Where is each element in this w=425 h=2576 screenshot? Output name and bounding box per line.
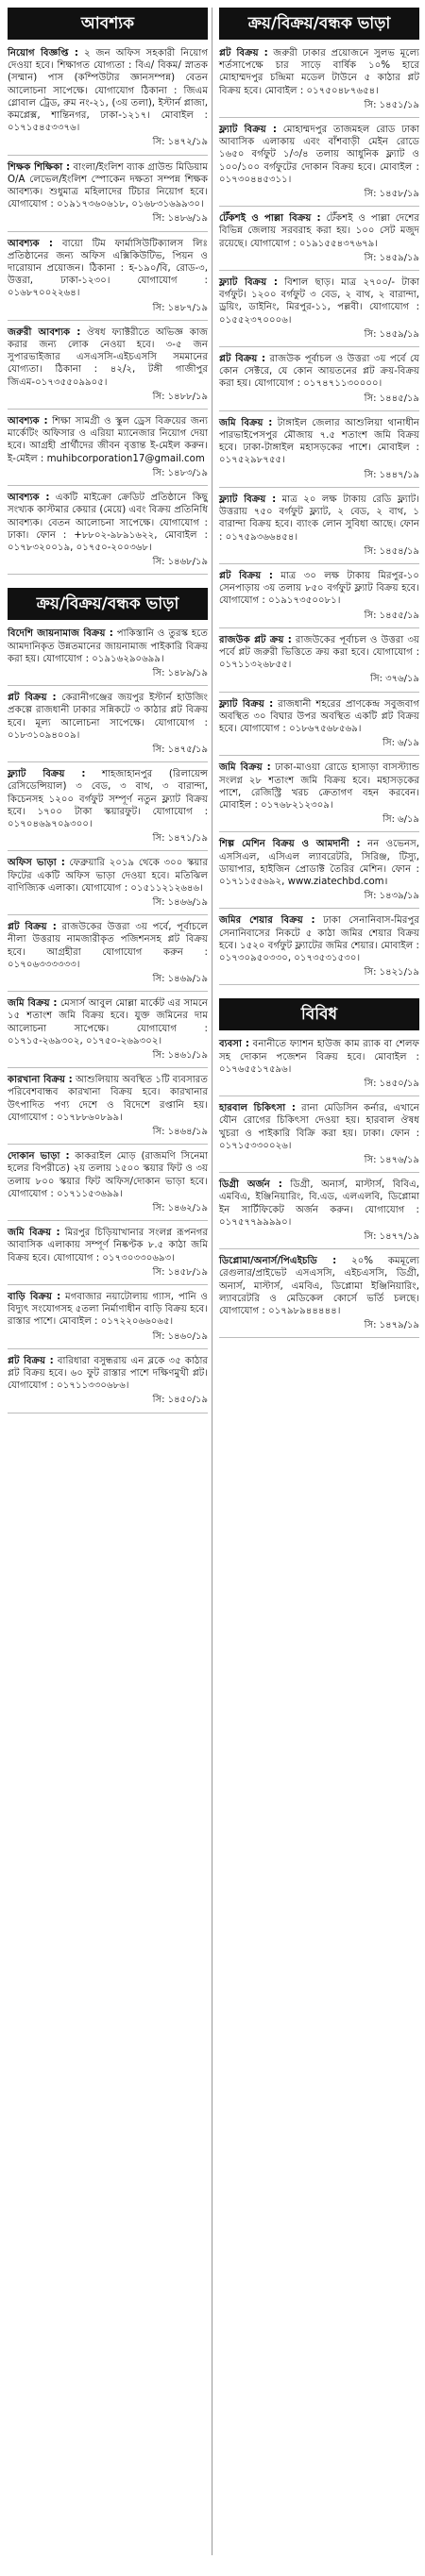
ad-lead: ফ্ল্যাট বিক্রয় : [219,125,277,136]
ad-body: মাত্র ৩০ লক্ষ টাকায় মিরপুর-১০ সেনপাড়ায় ৩য় তলায় ৮৫০ বর্গফুট ফ্ল্যাট বিক্রয় হবে। যোগাযোগ : ০১৯১৭৩৫০০৮১। [219,570,419,607]
ad-code: সি: ১৪৬৪/১৯ [152,1127,208,1138]
section-header-wanted: আবশ্যক [8,8,208,40]
ad-body: কাকরাইল মোড় (রাজমণি সিনেমা হলের বিপরীতে) ২য় তলায় ১৫০০ স্কয়ার ফিট ও ৩য় তলায় ৮০০ স্কয়ার ফিট অফিস/দোকান ভাড়া হবে। যোগাযোগ : ০১৭১১৫৩৬৯৯। [8,1151,209,1199]
classified-ad [219,210,419,271]
ad-body: কেরানীগঞ্জের জয়পুর ইস্টার্ন হাউজিং প্রকল্পে রাজধানী ঢাকার সন্নিকটে ৩ কাঠার প্লট বিক্রয় হবে। মূল্য আলোচনা সাপেক্ষে। যোগাযোগ : ০১৮৩১০৯৪০০৯। [8,693,209,741]
ad-code: সি: ১৪৬৯/১৯ [152,973,208,984]
ad-lead: অফিস ভাড়া : [8,858,65,869]
ad-code: সি: ১৪৭১/১৯ [152,833,208,845]
ad-code: সি: ১৪২১/১৯ [364,967,419,979]
ad-body: মেসার্স আবুল মোল্লা মার্কেট এর সামনে ১৫ শতাংশ জমি বিক্রয় হবে। যুক্ত জমিনের দাম আলোচনা সাপেক্ষে। যোগাযোগ : ০১৭১৫-২৬৯৩০২, ০১৭৫০-২৬৯৩০২। [8,998,208,1046]
ad-lead: প্লট বিক্রয় : [8,1355,54,1366]
ad-body: ঔষধ ফ্যাক্টরীতে অভিজ্ঞ কাজ করার জন্য লোক নেওয়া হবে। ৩-৫ জন সুপারভাইজার এসএসসি-এইচএসসি সমমানের যোগ্যতা। ঠিকানা : ৪২/২, টঙ্গী গাজীপুর জিএম-০১৭৩৫৫০৯৯০৫। [8,326,208,388]
ad-code: সি: ১৪৮৮/১৯ [152,391,208,402]
classified-ad [219,122,419,207]
ad-lead: ফ্ল্যাট বিক্রয় : [219,277,278,289]
ad-lead: রাজউক প্লট ক্রয় : [219,634,292,645]
ad-body: রানা মেডিসিন কর্নার, এখানে যৌন রোগের চিকিৎসা দেওয়া হয়। হারবাল ঔষধ খুচরা ও পাইকারি বিক্রি করা হয়। ঢাকা। ফোন : ০১৭১৫৩৩০০২৬। [219,1103,419,1151]
classified-ad [219,1177,419,1249]
ad-body: বায়ো টিম ফার্মাসিউটিক্যালস লিঃ প্রতিষ্ঠানের জন্য অফিস এক্সিকিউটিভ, পিয়ন ও দারোয়ান প্রয়োজন। ঠিকানা : হ-১৯০/বি, রোড-৩, উত্তরা, ঢাকা-১২৩০। যোগাযোগ : ০১৬৮৭০০২২৬৪। [8,238,208,299]
classified-ad [8,626,208,686]
ad-body: ঢাকা-মাওয়া রোডে হাসাড়া বাসস্ট্যান্ড সংলগ্ন ২৮ শতাংশ জমি বিক্রয় হবে। মহাসড়কের পাশে, রেজিস্ট্রি খরচ ক্রেতাগণ বহন করবেন। মোবাইল : ০১৭৬৮২১২৩০৯। [219,762,419,811]
ad-body: রাজউকের উত্তরা ৩য় পর্বে, পূর্বাচলে নীলা উত্তরায় নামজারীকৃত পজিশনসহ প্লট বিক্রয় হবে। আগ্রহীরা যোগাযোগ করুন : ০১৭০৬৩৩৩৩৩৩। [8,922,208,970]
classified-ad [8,855,208,915]
ad-code: সি: ১৪৫৫/১৯ [364,610,419,621]
ad-lead: আবশ্যক : [8,416,48,427]
classified-ad [8,159,208,232]
ad-code: সি: ১৪৮৭/১৯ [152,302,208,313]
classified-ad [8,325,208,410]
ad-body: নন ওভেনস, এসসিএল, এসিএল ল্যাবরেটরি, সিরিঞ্জ, টিস্যু, ডায়াপার, হাইজিন প্রোডাক্ট তৈরির মেশিন। ফোন : ০১৭১১৫৫৬৯২, www.ziatechbd.com। [219,839,420,887]
section-header-buy-sell-right: ক্রয়/বিক্রয়/বন্ধক ভাড়া [219,8,419,40]
classified-ad [219,760,419,832]
ad-body: বাংলা/ইংলিশ ব্যাক গ্রাউন্ড মিডিয়াম O/A লেভেল/ইংলিশ স্পোকেন দক্ষতা সম্পন্ন শিক্ষক আবশ্যক। শুধুমাত্র মহিলাদের টিচার নিয়োগ হবে। যোগাযোগ : ০১৯১৭৩৬০৬১৮, ০১৬৮৩১৬৯৯৩০। [8,161,208,210]
ad-body: একটি মাইক্রো ক্রেডিট প্রতিষ্ঠানে কিছু সংখ্যক কাস্টমার কেয়ার (মেয়ে) এবং বিক্রয় প্রতিনিধি আবশ্যক। বেতন আলোচনা সাপেক্ষে। যোগাযোগ : ঢাকা। ফোন : +৮৮০২-৯৮৯১৬২২, মোবাইল : ০১৭৮৩২০০১৯, ০১৭৫০-২০০৩৬৮। [8,493,208,553]
ad-lead: ডিগ্রী অর্জন : [219,1179,282,1191]
ad-code: সি: ৩৭৬/১৯ [370,674,419,685]
classified-ad [8,1072,208,1145]
classified-ad [8,919,208,992]
ad-body: ২ জন অফিস সহকারী নিয়োগ দেওয়া হবে। শিক্ষাগত যোগ্যতা : বিএ/ বিকম/ স্নাতক (সম্মান) পাস (কম্পিউটার জ্ঞানসম্পন্ন) বেতন আলোচনা সাপেক্ষে। যোগাযোগ ঠিকানা : জিএম গ্লোবাল ট্রেড, রুম নং-২১, (৩য় তলা), ইস্টার্ন প্লাজা, কমপ্লেক্স, শান্তিনগর, ঢাকা-১২১৭। মোবাইল : ০১৭১৫৪৫৩৩৭৬। [8,48,208,134]
classified-ad [219,492,419,564]
misc-ads-list [219,1036,419,1338]
classified-ad [8,413,208,486]
classified-ad [219,632,419,693]
ad-lead: জমি বিক্রয় : [8,1228,60,1239]
ad-body: বারিধারা বসুন্ধরায় এন ব্লকে ৩৫ কাঠার প্লট বিক্রয় হবে। ৬০ ফুট রাস্তার পাশে দক্ষিণমুখী প্লট। যোগাযোগ : ০১৭১১৩৩০৬৮৬। [8,1355,209,1392]
ad-body: ডিগ্রী, অনার্স, মাস্টার্স, বিবিএ, এমবিএ, ইঞ্জিনিয়ারিং, বি.এড, এলএলবি, ডিপ্লোমা ইন সার্টিফিকেট অর্জন করুন। যোগাযোগ : ০১৭৫৭৭৯৯৯৯০। [219,1179,419,1228]
ad-code: সি: ১৪৫৮/১৯ [364,189,419,200]
ad-body: শিক্ষা সামগ্রী ও স্কুল ড্রেস বিক্রয়ের জন্য মার্কেটিং অফিসার ও এরিয়া ম্যানেজার নিয়োগ দেয়া হবে। আগ্রহী প্রার্থীদের জীবন বৃত্তান্ত ই-মেইল করুন। ই-মেইল : muhibcorporation17@gmail.com [8,416,208,464]
classified-ad [8,995,208,1068]
ad-body: ২০% কমমূল্যে রেগুলার/প্রাইভেট এসএসসি, এইচএসসি, ডিগ্রী, অনার্স, মাস্টার্স, এমবিএ, ডিপ্লোমা ইঞ্জিনিয়ারিং, ল্যাবরেটরি ও মেডিকেল কোর্সে ভর্তি চলছে। যোগাযোগ : ০১৭৯৮৯৪৪৪৪৪। [219,1256,420,1317]
classified-ad [219,275,419,347]
ad-code: সি: ১৪৫৪/১৯ [364,545,419,557]
classified-ad [8,490,208,575]
ad-code: সি: ১৪৫১/১৯ [364,99,419,110]
ad-code: সি: ১৪৮৩/১৯ [152,467,208,478]
ad-code: সি: ১৪৬৮/১৯ [152,557,208,568]
ad-lead: কারখানা বিক্রয় : [8,1075,73,1086]
ad-body: টাঙ্গাইল জেলার আশুলিয়া থানাধীন পারভাইপেসপুর মৌজায় ৭.৫ শতাংশ জমি বিক্রয় হবে। ঢাকা-টাঙ্গাইল মহাসড়কের পাশে। মোবাইল : ০১৭৫২৯৮৭৫৫। [219,417,419,466]
ad-code: সি: ১৪৭৬/১৯ [364,1155,419,1166]
buy-sell-ads-list [8,626,208,1413]
ad-lead: জরুরী আবশ্যক : [8,326,81,338]
ad-lead: জমি বিক্রয় : [219,417,273,428]
ad-body: ফেব্রুয়ারি ২০১৯ থেকে ৩০০ স্কয়ার ফিটের একটি অফিস ভাড়া দেওয়া হবে। মতিঝিল বাণিজ্যিক এলাকা। যোগাযোগ : ০১৫১১২১২৬৪৬। [8,858,208,894]
ad-body: রাজউকের পূর্বাচল ও উত্তরা ৩য় পর্বে প্লট জরুরী ভিত্তিতে ক্রয় করা হবে। যোগাযোগ : ০১৭১১৩২৬৮৫৫। [219,634,420,671]
ad-code: সি: ১৪৪৭/১৯ [364,469,419,480]
ad-code: সি: ১৪৫০/১৯ [152,1395,208,1406]
ad-code: সি: ১৪৬০/১৯ [152,1330,208,1342]
ad-body: জরুরী ঢাকার প্রয়োজনে সুলভ মূল্যে শর্তসাপেক্ষে চার সাড়ে বার্ষিক ১০% হারে মোহাম্মদপুর চন্দ্রিমা মডেল টাউনে ৫ কাঠার প্লট বিক্রয় হবে। মোবাইল : ০১৭৫০৪৮৭৬৫৪। [219,48,419,96]
ad-lead: আবশ্যক : [8,238,54,249]
ad-lead: নিয়োগ বিজ্ঞপ্তি : [8,48,78,59]
ad-lead: ব্যবসা : [219,1039,250,1050]
ad-code: সি: ১৪৬৬/১৯ [152,896,208,908]
classified-ad [8,690,208,762]
ad-code: সি: ১৪৫০/১৯ [364,1079,419,1089]
left-column [8,8,208,1417]
ad-body: শাহজাহানপুর (রিলায়েন্স রেসিডেন্সিয়াল) ৩ বেড, ৩ বাথ, ৩ বারান্দা, কিচেনসহ ১২০০ বর্গফুট সম্পূর্ণ নতুন ফ্ল্যাট বিক্রয় হবে। ১৭০০ টাকা স্কয়ারফুট। যোগাযোগ : ০১৭০৪৬৯৭০৯৩০০। [8,769,208,829]
ad-body: বিশাল ছাড়। মাত্র ২৭০০/- টাকা বর্গফুট। ১২০০ বর্গফুট ৩ বেড, ২ বাথ, ২ বারান্দা, ড্রয়িং, ডাইনিং, মিরপুর-১১, পল্লবী। যোগাযোগ : ০১৫৫২৩৭০০০৬। [219,277,420,326]
classified-ad [219,1100,419,1173]
ad-code: সি: ১৪৫৯/১৯ [364,252,419,263]
ad-lead: দোকান ভাড়া : [8,1151,70,1163]
ad-code: সি: ৬/১৯ [382,814,419,826]
ad-body: টেঁকশই ও পাল্লা দেশের বিভিন্ন জেলায় সরবরাহ করা হয়। ১০০ সেট মজুদ রয়েছে। যোগাযোগ : ০১৯১৫৫৪৩৭৬৭৯। [219,213,420,249]
ad-body: রাজউক পূর্বাচল ও উত্তরা ৩য় পর্বে যে কোন সেক্টরে, যে কোন আয়তনের প্লট ক্রয়-বিক্রয় করা হয়। যোগাযোগ : ০১৭৪৭১১৩০০০০। [219,354,419,390]
classified-ad [8,1353,208,1413]
ad-body: রাজধানী শহরের প্রাণকেন্দ্র সবুজবাগ অবস্থিত ৩০ বিঘার উপর অবস্থিত একটি প্লট বিক্রয় হবে। যোগাযোগ : ০১৮৬৭৫৬৮৫৬৯। [219,698,420,734]
ad-code: সি: ১৪৬২/১৯ [152,1203,208,1214]
ad-code: সি: ১৪৮৬/১৯ [152,213,208,225]
ad-code: সি: ১৪৫৮/১৯ [152,1266,208,1278]
ad-lead: জমির শেয়ার বিক্রয় : [219,915,315,927]
ad-lead: ফ্ল্যাট বিক্রয় : [219,698,274,710]
ad-lead: বিদেশি জায়নামাজ বিক্রয় : [8,628,113,640]
classified-ad [8,45,208,156]
ad-lead: জমি বিক্রয় : [219,762,271,774]
classified-ad [219,1253,419,1338]
ad-lead: আবশ্যক : [8,493,50,504]
ad-lead: জমি বিক্রয় : [8,998,58,1010]
ad-code: সি: ১৪৬১/১৯ [152,1050,208,1061]
ad-code: সি: ১৪৭৭/১৯ [364,1231,419,1243]
ad-code: সি: ১৪৮৯/১৯ [152,667,208,678]
ad-code: সি: ১৪৭২/১৯ [152,137,208,148]
classified-ad [8,766,208,851]
ad-lead: প্লট বিক্রয় : [219,48,268,59]
ad-code: সি: ১৪৭৫/১৯ [152,744,208,755]
ad-body: মগবাজার নয়াটোলায় গ্যাস, পানি ও বিদ্যুৎ সংযোগসহ ৫তলা নির্মাণাধীন বাড়ি বিক্রয় হবে। রাস্তার পাশে। মোবাইল : ০১৭২২০৬৬০৬৫। [8,1292,208,1328]
ad-lead: ফ্ল্যাট বিক্রয় : [219,493,277,505]
ad-lead: শিক্ষক শিক্ষিকা : [8,161,71,173]
classified-ad [219,1036,419,1096]
classified-ad [8,236,208,321]
classified-ad [219,568,419,628]
ad-body: মাত্র ২০ লক্ষ টাকায় রেডি ফ্ল্যাট। উত্তরায় ৭৫০ বর্গফুট ফ্ল্যাট, ২ বেড, ২ বাথ, ১ বারান্দা বিক্রয় হবে। ব্যাংক লোন সুবিধা আছে। ফোন : ০১৭৫৯৩৬৬৪৫৪। [219,493,419,543]
ad-lead: হারবাল চিকিৎসা : [219,1103,296,1114]
ad-body: ঢাকা সেনানিবাস-মিরপুর সেনানিবাসের নিকটে ৫ কাঠা জমির শেয়ার বিক্রয় হবে। ১৫২০ বর্গফুট ফ্ল্যাটের জমির শেয়ার। মোবাইল : ০১৭৩০৯৫০৩৩০, ০১৭৩৫৩১৫৩০। [219,915,419,963]
classified-ad [219,696,419,757]
section-header-buy-sell: ক্রয়/বিক্রয়/বন্ধক ভাড়া [8,588,208,620]
ad-code: সি: ৬/১৯ [382,738,419,749]
buy-sell-ads-list-right [219,45,419,985]
section-header-misc: বিবিধ [219,998,419,1030]
ad-lead: প্লট বিক্রয় : [219,354,266,365]
classified-ad [219,836,419,909]
classified-ad [219,415,419,488]
ad-code: সি: ১৪৫৯/১৯ [364,328,419,340]
classified-ad [8,1148,208,1221]
classified-ad [8,1289,208,1349]
wanted-ads-list [8,45,208,575]
ad-lead: প্লট বিক্রয় : [8,693,57,704]
ad-code: সি: ১৪৩৯/১৯ [364,891,419,902]
ad-lead: শিল্প মেশিন বিক্রয় ও আমদানী : [219,839,361,850]
ad-lead: ফ্ল্যাট বিক্রয় : [8,769,86,780]
ad-code: সি: ১৪৭৯/১৯ [364,1320,419,1331]
ad-lead: ডিপ্লোমা/অনার্স/পিএইচডি : [219,1256,337,1267]
classified-ad [8,1225,208,1285]
classified-ad [219,351,419,411]
ad-body: বনানীতে ফ্যাশন হাউজ কাম র‍্যাক বা শেলফ সহ দোকান পজেশন বিক্রয় হবে। মোবাইল : ০১৭৬৫৫১৭৫৯৬। [219,1039,419,1075]
ad-lead: বাড়ি বিক্রয় : [8,1292,61,1303]
ad-code: সি: ১৪৪৫/১৯ [364,393,419,404]
classified-ad [219,45,419,118]
ad-lead: প্লট বিক্রয় : [219,570,273,581]
ad-lead: প্লট বিক্রয় : [8,922,57,933]
classified-ad [219,912,419,985]
ad-body: মিরপুর চিড়িয়াখানার সংলগ্ন রূপনগর আবাসিক এলাকায় সম্পূর্ণ নিষ্কণ্টক ৮.৫ কাঠা জমি বিক্রয় হবে। যোগাযোগ : ০১৭৩০৩৩০৬৯৩। [8,1228,208,1263]
ad-body: মোহাম্মদপুর তাজমহল রোড ঢাকা আবাসিক এলাকায় এবং বাঁশবাড়ী মেইন রোডে ১৬৫০ বর্গফুট ১/৩/৪ তলায় আধুনিক ফ্ল্যাট ও ১০০/১০০ বর্গফুটের দোকান বিক্রয় হবে। মোবাইল : ০১৭৩০৪৪৫৩১১। [219,125,419,185]
ad-body: আশুলিয়ায় অবস্থিত ১টি ব্যবসারত পরিবেশবান্ধব কারখানা বিক্রয় হবে। কারখানার উৎপাদিত পণ্য দেশে ও বিদেশে রপ্তানি হয়। যোগাযোগ : ০১৭৮৮৬০৮৯৯। [8,1075,208,1123]
ad-lead: টেঁকশই ও পাল্লা বিক্রয় : [219,213,321,225]
right-column [219,8,419,1342]
ad-body: পাকিস্তানি ও তুরস্ক হতে আমদানিকৃত উন্নতমানের জায়নামাজ পাইকারি বিক্রয় করা হয়। যোগাযোগ : ০১৯১৬২৯০৬৯৯। [8,628,208,664]
